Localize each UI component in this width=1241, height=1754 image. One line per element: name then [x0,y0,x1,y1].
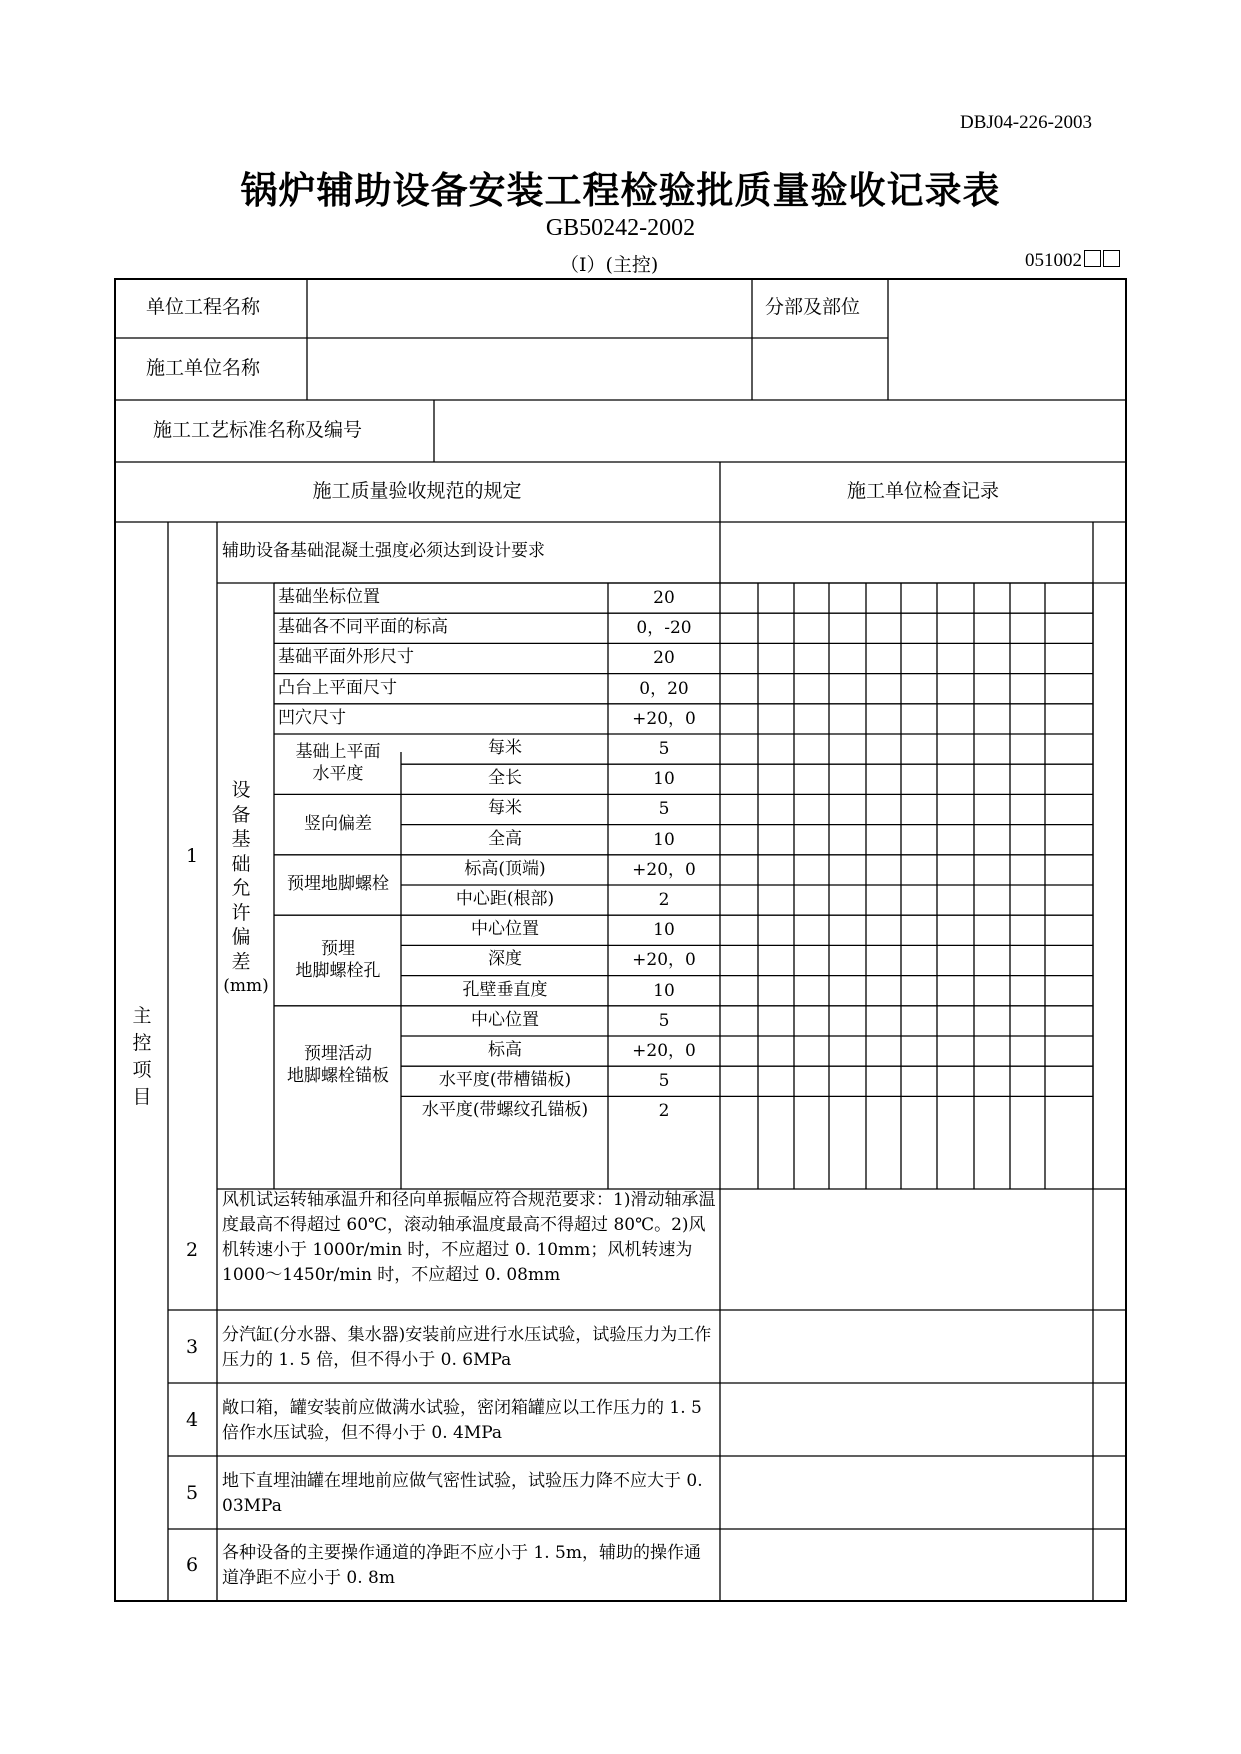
deviation-item-value: 10 [653,829,675,850]
unit-project-field[interactable] [308,280,751,337]
deviation-item-label: 基础坐标位置 [278,587,380,607]
deviation-vertical-label: 设备基础允许偏差 [231,779,251,973]
deviation-subitem-label: 中心距(根部) [455,889,555,909]
deviation-subitem-label: 水平度(带槽锚板) [438,1070,572,1091]
deviation-subitem-label: 标高 [488,1040,522,1060]
deviation-group-label: 地脚螺栓锚板 [287,1066,389,1087]
item-number: 3 [185,1335,199,1358]
deviation-item-value: 5 [658,1071,670,1092]
subtitle: （Ⅰ）(主控) [560,254,659,276]
deviation-group-label: 预埋 [321,938,355,959]
deviation-group-label: 基础上平面 [295,742,381,763]
construction-unit-label: 施工单位名称 [146,357,261,379]
item-requirement-text: 分汽缸(分水器、集水器)安装前应进行水压试验，试验压力为工作压力的 1. 5 倍，但不得小于 0. 6MPa [222,1324,712,1370]
item-requirement-text: 敞口箱，罐安装前应做满水试验，密闭箱罐应以工作压力的 1. 5 倍作水压试验，但不得小于 0. 4MPa [222,1397,702,1443]
deviation-subitem-label: 全高 [488,828,522,849]
deviation-item-value: 10 [653,769,675,790]
deviation-item-value: +20，0 [632,950,696,971]
division-field[interactable] [889,280,1125,399]
deviation-item-value: 10 [653,920,675,941]
deviation-group-label: 水平度 [312,764,364,785]
division-label: 分部及部位 [765,296,861,318]
deviation-item-label: 基础各不同平面的标高 [278,617,448,638]
deviation-subitem-label: 孔壁垂直度 [462,979,548,1000]
standard-number: GB50242-2002 [545,215,696,241]
deviation-item-value: 0，-20 [636,618,692,639]
main-control-label: 主控项目 [132,1005,152,1108]
item-requirement-text: 各种设备的主要操作通道的净距不应小于 1. 5m，辅助的操作通道净距不应小于 0. 8m [222,1543,701,1588]
item-requirement-text: 风机试运转轴承温升和径向单振幅应符合规范要求：1)滑动轴承温度最高不得超过 60℃，滚动轴承温度最高不得超过 80℃。2)风机转速小于 1000r/min 时，不应超过 0. 10mm；风机转速为 1000～1450r/min 时，不应超过 0. 08mm [222,1190,716,1285]
deviation-subitem-label: 中心位置 [471,919,539,940]
deviation-subitem-label: 每米 [488,738,522,758]
deviation-item-value: 20 [653,588,675,608]
construction-unit-field[interactable] [308,339,751,399]
deviation-subitem-label: 深度 [488,949,522,970]
process-standard-field[interactable] [435,401,1125,461]
deviation-subitem-label: 标高(顶端) [464,858,546,879]
item-1-text: 辅助设备基础混凝土强度必须达到设计要求 [222,541,545,561]
deviation-group-label: 预埋地脚螺栓 [287,874,389,894]
form-number-text: 051002 [1025,250,1082,271]
deviation-subitem-label: 中心位置 [471,1009,539,1030]
item-number: 6 [185,1554,199,1576]
record-column-header: 施工单位检查记录 [846,480,1000,502]
deviation-subitem-label: 每米 [488,798,522,819]
deviation-group-label: 竖向偏差 [304,813,372,834]
item-1-number: 1 [185,845,199,867]
spec-column-header: 施工质量验收规范的规定 [312,480,522,502]
deviation-item-label: 基础平面外形尺寸 [278,647,414,668]
deviation-item-value: +20，0 [632,1041,696,1061]
item-requirement-text: 地下直埋油罐在埋地前应做气密性试验，试验压力降不应大于 0. 03MPa [222,1470,703,1516]
deviation-item-value: 2 [658,890,670,910]
deviation-item-value: 0，20 [639,678,689,699]
deviation-item-label: 凹穴尺寸 [278,707,346,728]
deviation-item-label: 凸台上平面尺寸 [278,677,397,698]
deviation-item-value: 5 [658,739,670,759]
deviation-item-value: +20，0 [632,859,696,880]
deviation-unit: (mm) [223,976,269,996]
item-number: 5 [185,1481,199,1504]
deviation-group-label: 地脚螺栓孔 [295,960,381,981]
deviation-item-value: 2 [658,1101,670,1122]
deviation-subitem-label: 水平度(带螺纹孔锚板) [421,1100,589,1121]
item-number: 2 [185,1238,199,1261]
deviation-item-value: 5 [658,799,670,820]
page-title: 锅炉辅助设备安装工程检验批质量验收记录表 [240,168,1001,212]
deviation-item-value: 5 [658,1010,670,1031]
deviation-item-value: +20，0 [632,708,696,729]
process-standard-label: 施工工艺标准名称及编号 [153,419,363,441]
document-code: DBJ04-226-2003 [960,112,1092,133]
deviation-item-value: 10 [653,980,675,1001]
unit-project-label: 单位工程名称 [146,296,261,318]
deviation-item-value: 20 [653,648,675,669]
deviation-subitem-label: 全长 [488,768,522,789]
item-number: 4 [185,1408,199,1431]
deviation-group-label: 预埋活动 [304,1044,372,1065]
